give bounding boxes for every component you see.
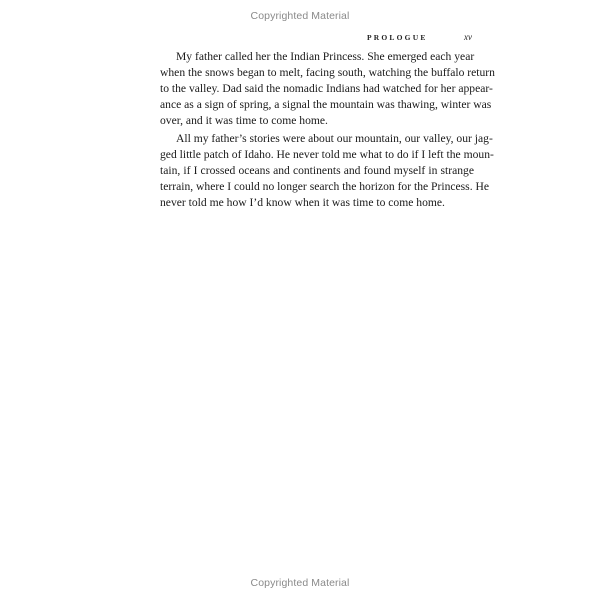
running-head [367,32,472,42]
text-line: to the valley. Dad said the nomadic Indians had watched for her appear- [160,82,493,95]
text-line: ged little patch of Idaho. He never told me what to do if I left the moun- [160,148,494,161]
copyright-watermark-bottom: Copyrighted Material [250,577,350,589]
section-title: PROLOGUE [367,33,428,42]
body-text [160,49,495,211]
page-number: xv [464,32,472,42]
text-line: terrain, where I could no longer search the horizon for the Princess. He [160,180,490,193]
copyright-watermark-top: Copyrighted Material [250,10,350,22]
paragraph-2 [160,131,494,211]
text-line: My father called her the Indian Princess. She emerged each year [176,50,475,63]
text-line: tain, if I crossed oceans and continents and found myself in strange [160,164,474,177]
text-line: ance as a sign of spring, a signal the mountain was thawing, winter was [160,98,492,111]
text-line: never told me how I’d know when it was time to come home. [160,196,445,209]
text-line: when the snows began to melt, facing south, watching the buffalo return [160,66,495,79]
paragraph-1 [160,49,495,129]
text-line: over, and it was time to come home. [160,114,328,127]
text-line: All my father’s stories were about our mountain, our valley, our jag- [176,132,493,145]
